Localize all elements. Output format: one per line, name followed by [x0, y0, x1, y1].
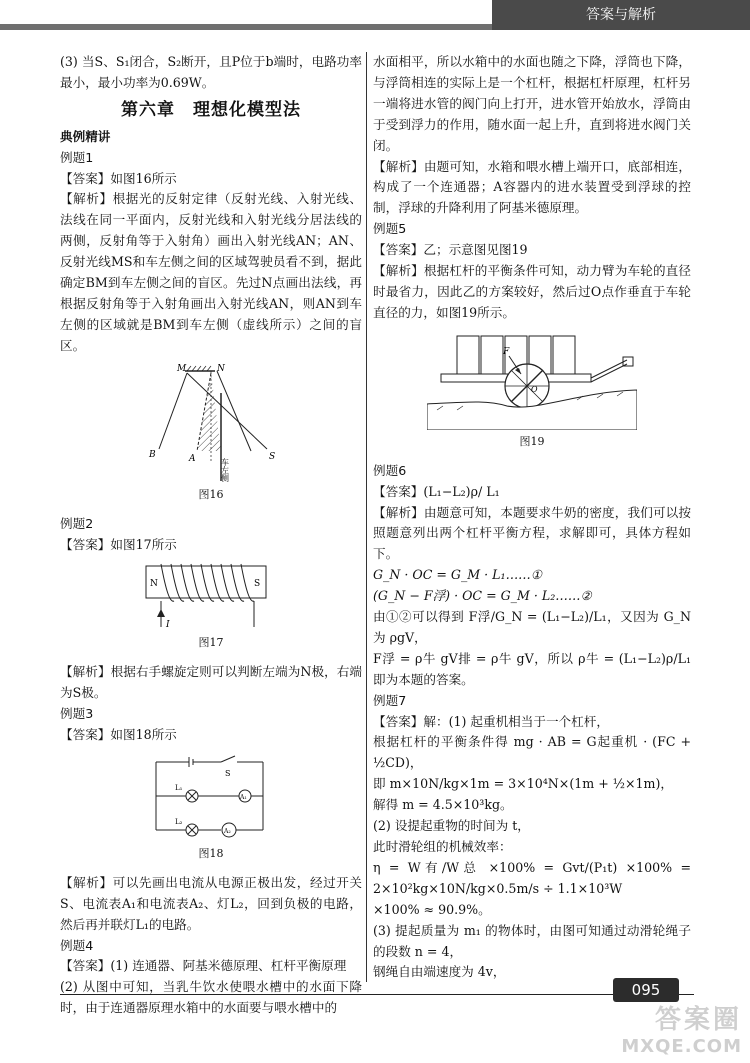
ex2-title: 例题2 — [60, 515, 94, 531]
header-tab: 答案与解析 — [492, 0, 750, 30]
fig18-caption: 图18 — [198, 846, 224, 860]
ex7-line-4: (2) 设提起重物的时间为 t， — [373, 818, 530, 834]
fig16-label-N: N — [217, 363, 225, 374]
ex7-line-1: 根据杠杆的平衡条件得 mg · AB = G起重机 · (FC + ½CD)， — [373, 734, 691, 771]
ex1-analysis: 【解析】根据光的反射定律（反射光线、入射光线、法线在同一平面内，反射光线和入射光线分居法线的两侧，反射角等于入射角）画出入射光线AN；AN、反射光线MS和车左侧之间的区域驾驶员看不到，据此确定BM到车左侧之间的盲区。先过N点画出法线，再根据反射角等于入射角画出入射光线AN，则AN到车左侧的区域就是BM到车左侧（虚线所示）之间的盲区。 — [60, 191, 362, 353]
ex6-answer: 【答案】(L₁−L₂)ρ/ L₁ — [373, 483, 500, 499]
fig17-label-S: S — [254, 579, 261, 590]
ex6-conclusion-2: F浮 = ρ牛 gV排 = ρ牛 gV，所以 ρ牛 = (L₁−L₂)ρ/L₁ 即为本题的答案。 — [373, 650, 691, 687]
ex5-title: 例题5 — [373, 221, 407, 237]
ex2-answer: 【答案】如图17所示 — [60, 536, 177, 552]
figure-19 — [427, 330, 637, 430]
ex7-answer: 【答案】解：(1) 起重机相当于一个杠杆， — [373, 713, 609, 729]
ex6-title: 例题6 — [373, 462, 407, 478]
figure-16 — [141, 363, 281, 483]
fig17-label-I: I — [166, 620, 170, 631]
fig19-label-F: F — [503, 346, 510, 357]
right-column — [373, 52, 691, 983]
fig16-label-B: B — [149, 449, 156, 460]
fig17-label-N: N — [150, 579, 158, 590]
ex4-answer: 【答案】(1) 连通器、阿基米德原理、杠杆平衡原理 — [60, 958, 347, 974]
watermark-bottom: MXQE.COM — [621, 1036, 742, 1057]
ex7-line-6: η = W有/W总 ×100% = Gvt/(P₁t) ×100% = 2×10²kg×10N/kg×0.5m/s ÷ 1.1×10³W — [373, 859, 691, 896]
figure-18 — [151, 752, 271, 842]
fig16-label-S: S — [269, 451, 276, 462]
ex5-answer: 【答案】乙；示意图见图19 — [373, 242, 528, 258]
ex6-conclusion-1: 由①②可以得到 F浮/G_N = (L₁−L₂)/L₁，又因为 G_N 为 ρgV， — [373, 609, 691, 645]
watermark-logo — [621, 999, 742, 1057]
ex7-line-9: 钢绳自由端速度为 4v， — [373, 964, 506, 980]
column-divider — [366, 52, 367, 982]
ex2-analysis: 【解析】根据右手螺旋定则可以判断左端为N极，右端为S极。 — [60, 664, 362, 701]
ex1-answer: 【答案】如图16所示 — [60, 170, 177, 186]
ex1-title: 例题1 — [60, 149, 94, 165]
fig18-label-L2: L₂ — [175, 817, 183, 826]
ex7-line-5: 此时滑轮组的机械效率： — [373, 839, 512, 854]
ex4-continuation: 水面相平，所以水箱中的水面也随之下降，浮筒也下降，与浮筒相连的实际上是一个杠杆，根据杠杆原理，杠杆另一端将进水管的阀门向上打开，进水管开始放水，浮筒由于受到浮力的作用，随水面一起上升，直到将进水阀门关闭。 — [373, 54, 691, 153]
page-number: 095 — [613, 978, 679, 1002]
chapter-title: 第六章 理想化模型法 — [121, 99, 301, 120]
fig17-caption: 图17 — [198, 636, 224, 650]
fig18-label-S: S — [225, 768, 231, 778]
ex3-answer: 【答案】如图18所示 — [60, 727, 177, 743]
ex6-analysis: 【解析】由题意可知，本题要求牛奶的密度，我们可以按照题意列出两个杠杆平衡方程，求解即可，具体方程如下。 — [373, 504, 691, 562]
figure-17 — [136, 561, 286, 631]
left-column — [60, 52, 362, 1019]
ex7-line-3: 解得 m = 4.5×10³kg。 — [373, 797, 513, 813]
ex6-equation-2: (G_N − F浮) · OC = G_M · L₂……② — [373, 588, 592, 604]
watermark-top: 答案圈 — [654, 1005, 742, 1035]
fig18-label-A2: A₂ — [224, 827, 231, 835]
ex7-line-7: ×100% ≈ 90.9%。 — [373, 901, 491, 917]
fig16-label-M: M — [177, 363, 187, 374]
fig19-caption: 图19 — [519, 434, 545, 448]
ex4-part2: (2) 从图中可知，当乳牛饮水使喂水槽中的水面下降时，由于连通器原理水箱中的水面要与喂水槽中的 — [60, 979, 362, 1016]
ex7-line-8: (3) 提起质量为 m₁ 的物体时，由图可知通过动滑轮绳子的段数 n = 4， — [373, 922, 691, 959]
fig18-label-A1: A₁ — [240, 793, 247, 801]
ex6-equation-1: G_N · OC = G_M · L₁……① — [373, 567, 543, 583]
section-title: 典例精讲 — [60, 128, 111, 144]
ex7-line-2: 即 m×10N/kg×1m = 3×10⁴N×(1m + ½×1m)， — [373, 776, 673, 792]
fig16-label-A: A — [189, 453, 196, 464]
footer-rule — [60, 994, 694, 995]
ex4-title: 例题4 — [60, 937, 94, 953]
fig16-caption: 图16 — [198, 487, 224, 501]
ex4-analysis: 【解析】由题可知，水箱和喂水槽上端开口，底部相连，构成了一个连通器；A容器内的进水装置受到浮球的控制，浮球的升降利用了阿基米德原理。 — [373, 158, 691, 216]
ex3-title: 例题3 — [60, 706, 94, 722]
intro-text: (3) 当S、S₁闭合，S₂断开，且P位于b端时，电路功率最小，最小功率为0.69W。 — [60, 54, 362, 90]
fig19-label-O: O — [531, 384, 538, 394]
ex5-analysis: 【解析】根据杠杆的平衡条件可知，动力臂为车轮的直径时最省力，因此乙的方案较好，然后过O点作垂直于车轮直径的力，如图19所示。 — [373, 263, 691, 320]
ex7-title: 例题7 — [373, 692, 407, 708]
fig16-label-car: 车左侧 — [220, 457, 230, 482]
ex3-analysis: 【解析】可以先画出电流从电源正极出发，经过开关S、电流表A₁和电流表A₂、灯L₂，回到负极的电路，然后再并联灯L₁的电路。 — [60, 874, 362, 932]
fig18-label-L1: L₁ — [175, 783, 183, 792]
